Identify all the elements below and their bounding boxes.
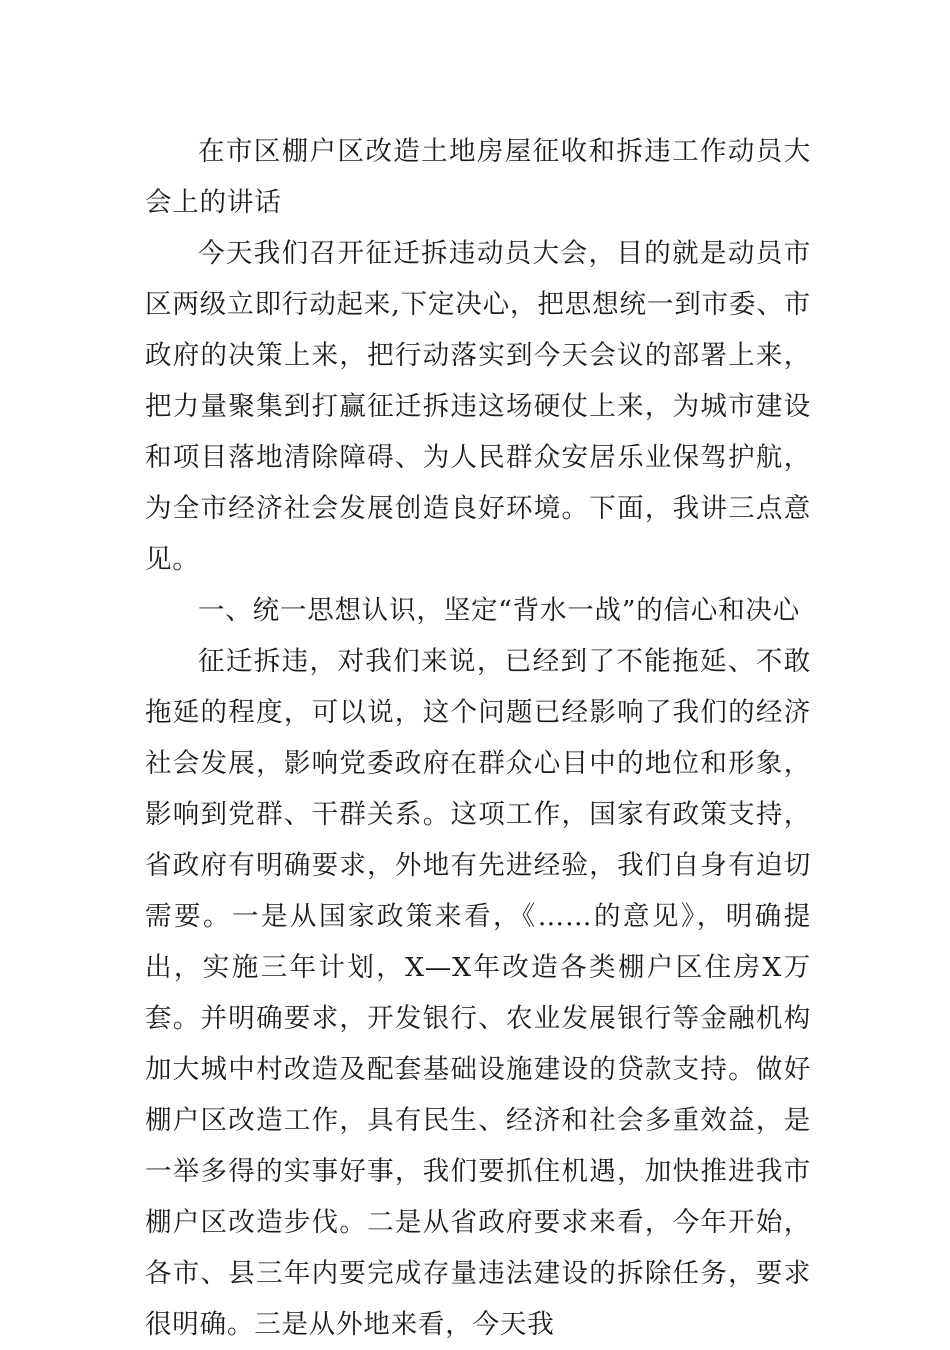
paragraph-section-1: 征迁拆违，对我们来说，已经到了不能拖延、不敢拖延的程度，可以说，这个问题已经影响了我们的经济社会发展，影响党委政府在群众心目中的地位和形象，影响到党群、干群关系。这项工作，国家有政策支持，省政府有明确要求，外地有先进经验，我们自身有迫切需要。一是从国家政策来看，《……的意见》，明确提出，实施三年计划，X—X年改造各类棚户区住房X万套。并明确要求，开发银行、农业发展银行等金融机构加大城中村改造及配套基础设施建设的贷款支持。做好棚户区改造工作，具有民生、经济和社会多重效益，是一举多得的实事好事，我们要抓住机遇，加快推进我市棚户区改造步伐。二是从省政府要求来看，今年开始，各市、县三年内要完成存量违法建设的拆除任务，要求很明确。三是从外地来看，今天我 [145,646,811,1340]
section-heading-1: 一、统一思想认识，坚定“背水一战”的信心和决心 [198,595,800,626]
document-title: 在市区棚户区改造土地房屋征收和拆违工作动员大会上的讲话 [145,136,811,218]
paragraph-intro: 今天我们召开征迁拆违动员大会，目的就是动员市区两级立即行动起来,下定决心，把思想统一到市委、市政府的决策上来，把行动落实到今天会议的部署上来，把力量聚集到打赢征迁拆违这场硬仗上来，为城市建设和项目落地清除障碍、为人民群众安居乐业保驾护航，为全市经济社会发展创造良好环境。下面，我讲三点意见。 [145,238,811,575]
document-body [145,126,811,1350]
